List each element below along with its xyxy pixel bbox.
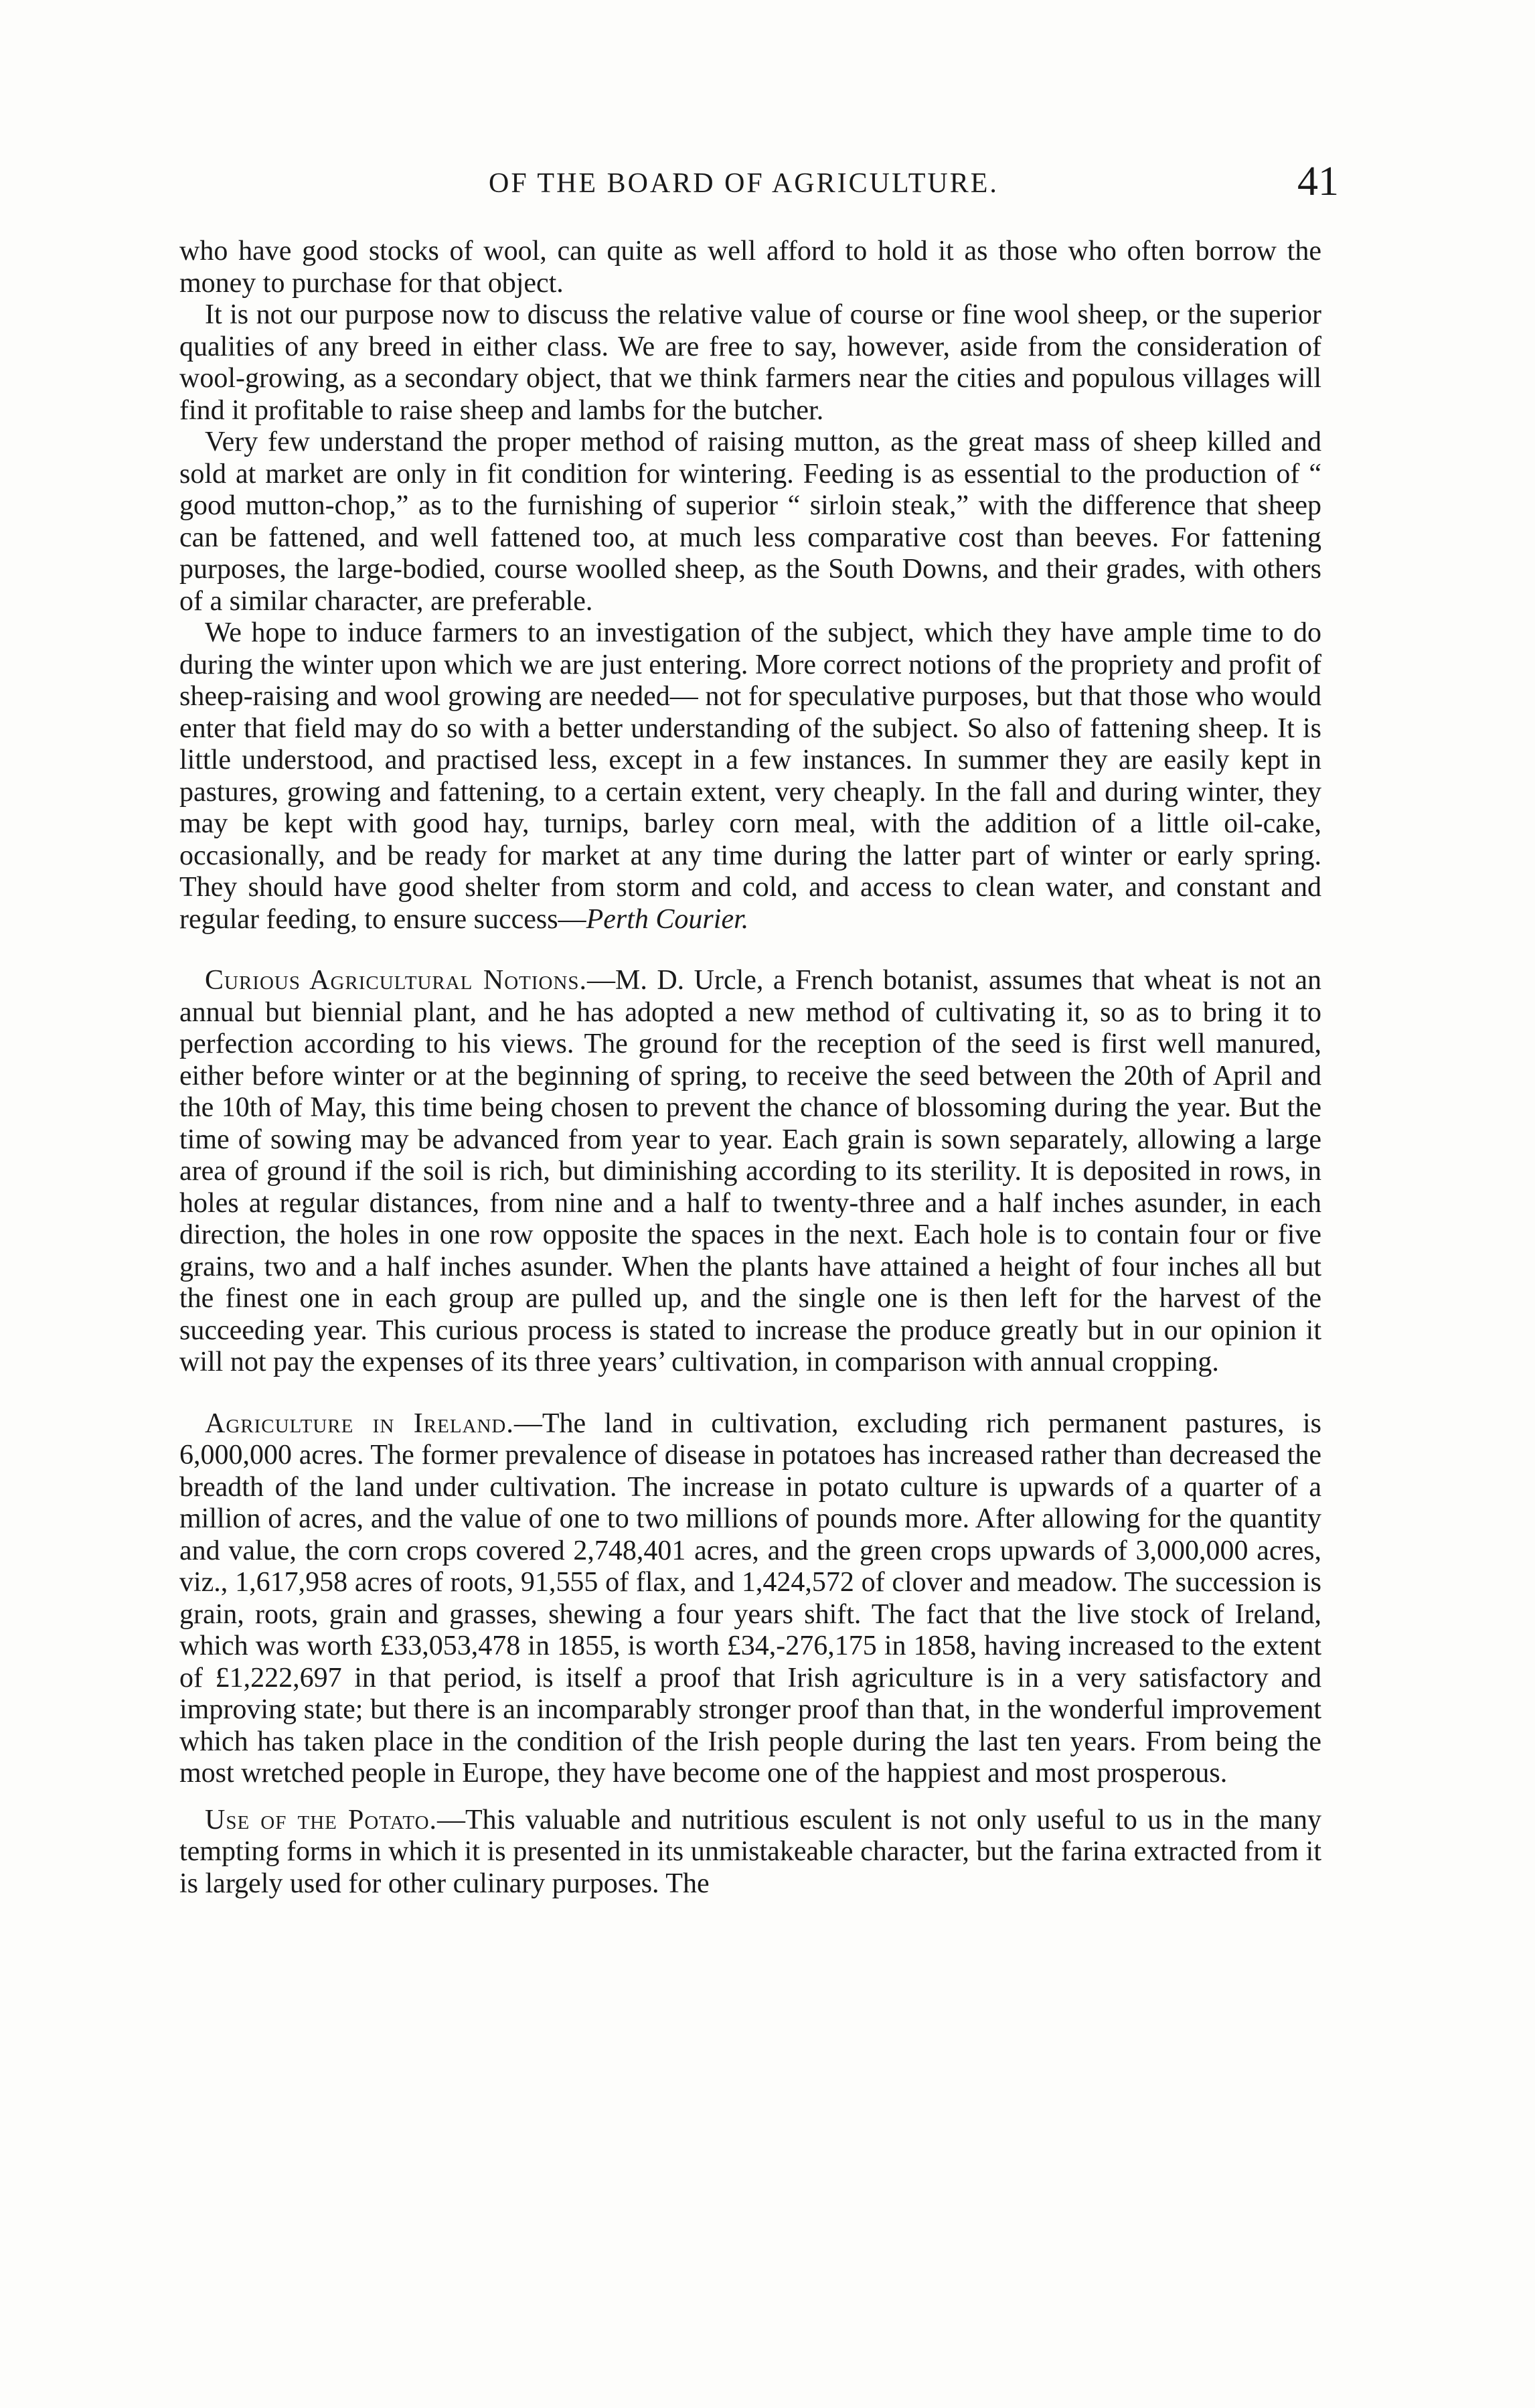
running-header [201,158,1339,212]
section-gap [179,935,1321,965]
article-heading: Curious Agricultural Notions. [205,965,588,996]
paragraph-text: Very few understand the proper method of raising mutton, as the great mass of sheep killed and sold at market are only in fit condition for wintering. Feeding is as essential to the production of “ good mutton-chop,” as to the furnishing of superior “ sirloin steak,” with the difference that sheep can be fattened, and well fattened too, at much less comparative cost than beeves. For fattening purposes, the large-bodied, course woolled sheep, as the South Downs, and their grades, with others of a similar character, are preferable. [179,427,1321,617]
page-number: 41 [1297,159,1339,204]
article-heading: Use of the Potato. [205,1804,438,1835]
running-title: OF THE BOARD OF AGRICULTURE. [489,168,999,199]
paragraph-wool-continued [179,236,1321,299]
paragraph-text: We hope to induce farmers to an investigation of the subject, which they have ample time to do during the winter upon which we are just entering. More correct notions of the propriety and profit of sheep-raising and wool growing are needed— not for speculative purposes, but that those who would enter that field may do so with a better understanding of the subject. So also of fattening sheep. It is little understood, and practised less, except in a few instances. In summer they are easily kept in pastures, growing and fattening, to a certain extent, very cheaply. In the fall and during winter, they may be kept with good hay, turnips, barley corn meal, with the addition of a little oil-cake, occasionally, and be ready for market at any time during the latter part of winter or early spring. They should have good shelter from storm and cold, and access to clean water, and constant and regular feeding, to ensure success— [179,617,1321,935]
paragraph-sheep-breeds [179,299,1321,427]
paragraph-text: —M. D. Urcle, a French botanist, assumes that wheat is not an annual but biennial plant, and he has adopted a new method of cultivating it, so as to bring it to perfection according to his views. The ground for the reception of the seed is first well manured, either before winter or at the beginning of spring, to receive the seed between the 20th of April and the 10th of May, this time being chosen to prevent the chance of blossoming during the year. But the time of sowing may be advanced from year to year. Each grain is sown separately, allowing a large area of ground if the soil is rich, but diminishing according to its sterility. It is deposited in rows, in holes at regular distances, from nine and a half to twenty-three and a half inches asunder, in each direction, the holes in one row opposite the spaces in the next. Each hole is to contain four or five grains, two and a half inches asunder. When the plants have attained a height of four inches all but the finest one in each group are pulled up, and the single one is then left for the harvest of the succeeding year. This curious process is stated to increase the produce greatly but in our opinion it will not pay the expenses of its three years’ cultivation, in comparison with annual cropping. [179,965,1321,1377]
section-gap [179,1379,1321,1408]
source-citation: Perth Courier. [586,903,749,935]
body-text [179,236,1321,1900]
paragraph-raising-mutton [179,427,1321,617]
paragraph-text: —The land in cultivation, excluding rich permanent pastures, is 6,000,000 acres. The former prevalence of disease in potatoes has increased rather than decreased the breadth of the land under cultivation. The increase in potato culture is upwards of a quarter of a million of acres, and the value of one to two millions of pounds more. After allowing for the quantity and value, the corn crops covered 2,748,401 acres, and the green crops upwards of 3,000,000 acres, viz., 1,617,958 acres of roots, 91,555 of flax, and 1,424,572 of clover and meadow. The succession is grain, roots, grain and grasses, shewing a four years shift. The fact that the live stock of Ireland, which was worth £33,053,478 in 1855, is worth £34,-276,175 in 1858, having increased to the extent of £1,222,697 in that period, is itself a proof that Irish agriculture is in a very satisfactory and improving state; but there is an incomparably stronger proof than that, in the wonderful improvement which has taken place in the condition of the Irish people during the last ten years. From being the most wretched people in Europe, they have become one of the happiest and most prosperous. [179,1408,1322,1789]
article-heading: Agriculture in Ireland. [205,1408,514,1439]
article-curious-notions [179,965,1321,1379]
paragraph-text: who have good stocks of wool, can quite as well afford to hold it as those who often borrow the money to purchase for that object. [179,236,1321,299]
paragraph-text: It is not our purpose now to discuss the relative value of course or fine wool sheep, or the superior qualities of any breed in either class. We are free to say, however, aside from the consideration of wool-growing, as a secondary object, that we think farmers near the cities and populous villages will find it profitable to raise sheep and lambs for the butcher. [179,299,1321,426]
paragraph-text: —This valuable and nutritious esculent is not only useful to us in the many tempting forms in which it is presented in its unmistakeable character, but the farina extracted from it is largely used for other culinary purposes. The [179,1804,1322,1899]
section-gap [179,1790,1321,1805]
article-agriculture-ireland [179,1408,1321,1790]
paragraph-fattening-sheep [179,617,1321,935]
article-use-of-potato [179,1805,1321,1900]
